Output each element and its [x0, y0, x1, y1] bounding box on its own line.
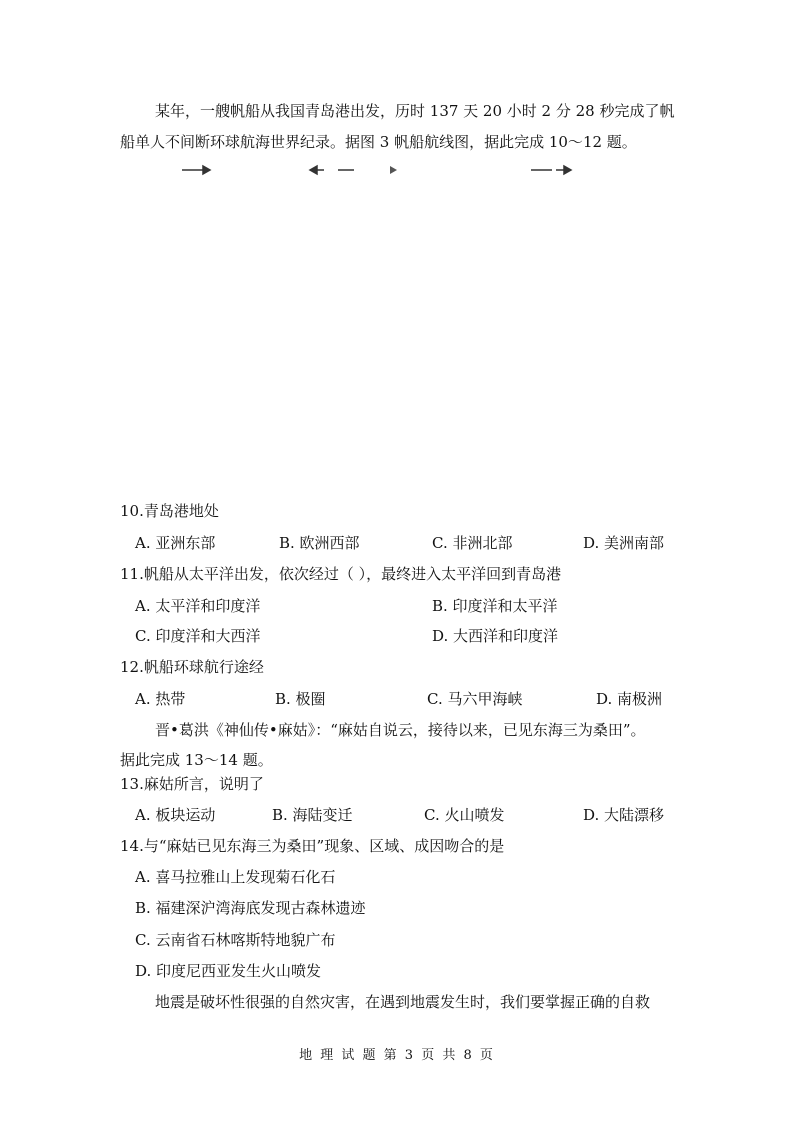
- q13-title: 13.麻姑所言，说明了: [120, 775, 264, 793]
- q11-option-d: D. 大西洋和印度洋: [432, 627, 559, 645]
- q13-option-b: B. 海陆变迁: [272, 806, 353, 824]
- arrow-right-small-icon: [390, 166, 397, 174]
- q12-option-c: C. 马六甲海峡: [427, 690, 523, 708]
- q10-option-d: D. 美洲南部: [583, 534, 665, 552]
- intro2-line-1: 晋•葛洪《神仙传•麻姑》：“麻姑自说云，接待以来，已见东海三为桑田”。: [155, 721, 646, 739]
- footer-subject: 地 理 试 题: [299, 1048, 378, 1063]
- q10-option-b: B. 欧洲西部: [279, 534, 360, 552]
- footer-page-total: 8: [463, 1048, 474, 1063]
- intro3-line-1: 地震是破坏性很强的自然灾害，在遇到地震发生时，我们要掌握正确的自救: [155, 993, 651, 1011]
- q13-option-c: C. 火山喷发: [424, 806, 505, 824]
- footer-page-prefix: 第: [383, 1048, 399, 1063]
- q11-title: 11.帆船从太平洋出发，依次经过（ ），最终进入太平洋回到青岛港: [120, 565, 562, 583]
- q13-option-a: A. 板块运动: [135, 806, 216, 824]
- q10-option-c: C. 非洲北部: [432, 534, 513, 552]
- q11-option-a: A. 太平洋和印度洋: [135, 597, 261, 615]
- q14-option-a: A. 喜马拉雅山上发现菊石化石: [135, 868, 336, 886]
- intro2-line-2: 据此完成 13～14 题。: [120, 751, 273, 769]
- q14-option-b: B. 福建深沪湾海底发现古森林遗迹: [135, 899, 366, 917]
- footer-page-suffix: 页: [479, 1048, 495, 1063]
- q14-title: 14.与“麻姑已见东海三为桑田”现象、区域、成因吻合的是: [120, 837, 505, 855]
- intro-line-1: 某年，一艘帆船从我国青岛港出发，历时 137 天 20 小时 2 分 28 秒完成了帆: [155, 102, 675, 120]
- page-footer: [0, 1044, 794, 1063]
- q12-option-d: D. 南极洲: [596, 690, 663, 708]
- q11-option-c: C. 印度洋和大西洋: [135, 627, 261, 645]
- q10-option-a: A. 亚洲东部: [135, 534, 216, 552]
- q12-title: 12.帆船环球航行途经: [120, 658, 264, 676]
- q12-option-b: B. 极圈: [275, 690, 326, 708]
- arrow-right-icon-2: [531, 166, 571, 174]
- q12-option-a: A. 热带: [135, 690, 186, 708]
- route-arrows-figure: [0, 160, 794, 180]
- q11-option-b: B. 印度洋和太平洋: [432, 597, 558, 615]
- q14-option-c: C. 云南省石林喀斯特地貌广布: [135, 931, 336, 949]
- q13-option-d: D. 大陆漂移: [583, 806, 665, 824]
- arrow-right-icon: [182, 166, 210, 174]
- arrow-left-icon: [310, 166, 354, 174]
- q10-title: 10.青岛港地处: [120, 502, 219, 520]
- footer-page-mid: 页 共: [421, 1048, 458, 1063]
- intro-line-2: 船单人不间断环球航海世界纪录。据图 3 帆船航线图，据此完成 10～12 题。: [120, 133, 637, 151]
- footer-page-number: 3: [404, 1048, 416, 1063]
- q14-option-d: D. 印度尼西亚发生火山喷发: [135, 962, 322, 980]
